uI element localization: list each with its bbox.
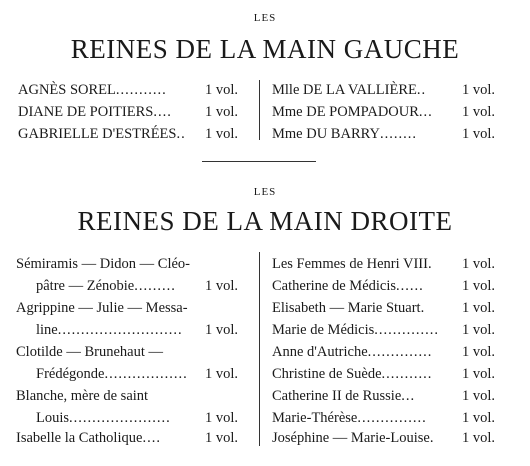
section2-right-entry [272,300,425,316]
section2-left-line [36,278,176,294]
entry-text: pâtre — Zénobie [36,278,135,294]
section2-left-line [16,430,161,446]
entry-name: Mme DU BARRY [272,126,380,142]
entry-dots: ...... [396,278,424,294]
entry-volume: 1 vol. [205,410,239,426]
entry-dots: ........ [379,126,417,142]
entry-volume: 1 vol. [205,278,239,294]
section1-title: REINES DE LA MAIN GAUCHE [70,34,460,64]
entry-dots: ........................... [57,322,183,338]
entry-text: Agrippine — Julie — Messa- [16,300,188,316]
entry-name: DIANE DE POITIERS [18,104,154,120]
entry-dots: . [429,430,435,446]
entry-name: Mme DE POMPADOUR [272,104,419,120]
entry-dots: ......... [134,278,176,294]
entry-volume: 1 vol. [462,410,496,426]
entry-volume: 1 vol. [462,126,496,142]
section2-left-line [16,388,148,404]
section2-right-entry [272,388,415,404]
entry-dots: .............. [367,344,433,360]
entry-name: GABRIELLE D'ESTRÉES [18,126,177,142]
entry-text: Isabelle la Catholique [16,430,143,446]
section2-right-entry [272,322,439,338]
entry-text: Sémiramis — Didon — Cléo- [16,256,190,272]
section2-column-divider [259,252,260,446]
entry-name: Anne d'Autriche [272,344,368,360]
section2-left-line [36,410,171,426]
entry-volume: 1 vol. [462,82,496,98]
entry-dots: ...................... [69,410,171,426]
entry-volume: 1 vol. [205,322,239,338]
entry-dots: .... [142,430,161,446]
section2-right-entry [272,430,434,446]
section2-left-line [16,344,163,360]
section2-left-line [16,300,188,316]
entry-volume: 1 vol. [462,344,496,360]
entry-dots: ... [401,388,416,404]
section2-right-entry [272,366,432,382]
entry-name: Elisabeth — Marie Stuart [272,300,421,316]
section1-left-entry [18,82,167,98]
entry-volume: 1 vol. [462,366,496,382]
section2-right-entry [272,256,433,272]
entry-volume: 1 vol. [462,388,496,404]
entry-volume: 1 vol. [462,256,496,272]
section2-right-entry [272,278,424,294]
entry-text: Frédégonde [36,366,105,382]
entry-dots: . [427,256,433,272]
entry-volume: 1 vol. [462,300,496,316]
entry-dots: ........... [381,366,433,382]
entry-volume: 1 vol. [205,430,239,446]
entry-dots: .................. [104,366,188,382]
entry-volume: 1 vol. [462,430,496,446]
section1-right-entry [272,82,426,98]
entry-text: Blanche, mère de saint [16,388,149,404]
section2-title: REINES DE LA MAIN DROITE [77,206,453,236]
entry-name: Catherine II de Russie [272,388,402,404]
section-separator-rule [202,161,316,162]
entry-volume: 1 vol. [205,126,239,142]
entry-volume: 1 vol. [462,278,496,294]
entry-name: Joséphine — Marie-Louise [272,430,430,446]
entry-name: Mlle DE LA VALLIÈRE [272,82,417,98]
section1-les-heading: LES [253,12,277,24]
entry-dots: .............. [374,322,440,338]
entry-text: Louis [36,410,70,426]
entry-volume: 1 vol. [205,104,239,120]
section2-left-line [36,322,183,338]
entry-dots: . [420,300,426,316]
entry-name: Catherine de Médicis [272,278,397,294]
entry-text: Clotilde — Brunehaut — [16,344,163,360]
section1-right-entry [272,104,433,120]
entry-name: Marie-Thérèse [272,410,358,426]
section1-left-entry [18,126,186,142]
entry-name: Les Femmes de Henri VIII [272,256,428,272]
entry-name: Christine de Suède [272,366,382,382]
section2-left-line [16,256,190,272]
entry-volume: 1 vol. [205,82,239,98]
section2-les-heading: LES [253,186,277,198]
entry-name: Marie de Médicis [272,322,375,338]
entry-text: line [36,322,58,338]
entry-dots: .. [176,126,186,142]
entry-dots: .. [416,82,427,98]
section1-right-entry [272,126,417,142]
section2-left-line [36,366,188,382]
entry-volume: 1 vol. [462,322,496,338]
section1-left-entry [18,104,172,120]
section1-column-divider [259,80,260,140]
section2-right-entry [272,410,427,426]
entry-dots: .... [153,104,172,120]
entry-dots: ........... [115,82,167,98]
entry-name: AGNÈS SOREL [18,82,116,98]
entry-volume: 1 vol. [462,104,496,120]
entry-dots: ... [418,104,433,120]
entry-volume: 1 vol. [205,366,239,382]
section2-right-entry [272,344,432,360]
entry-dots: ............... [357,410,427,426]
